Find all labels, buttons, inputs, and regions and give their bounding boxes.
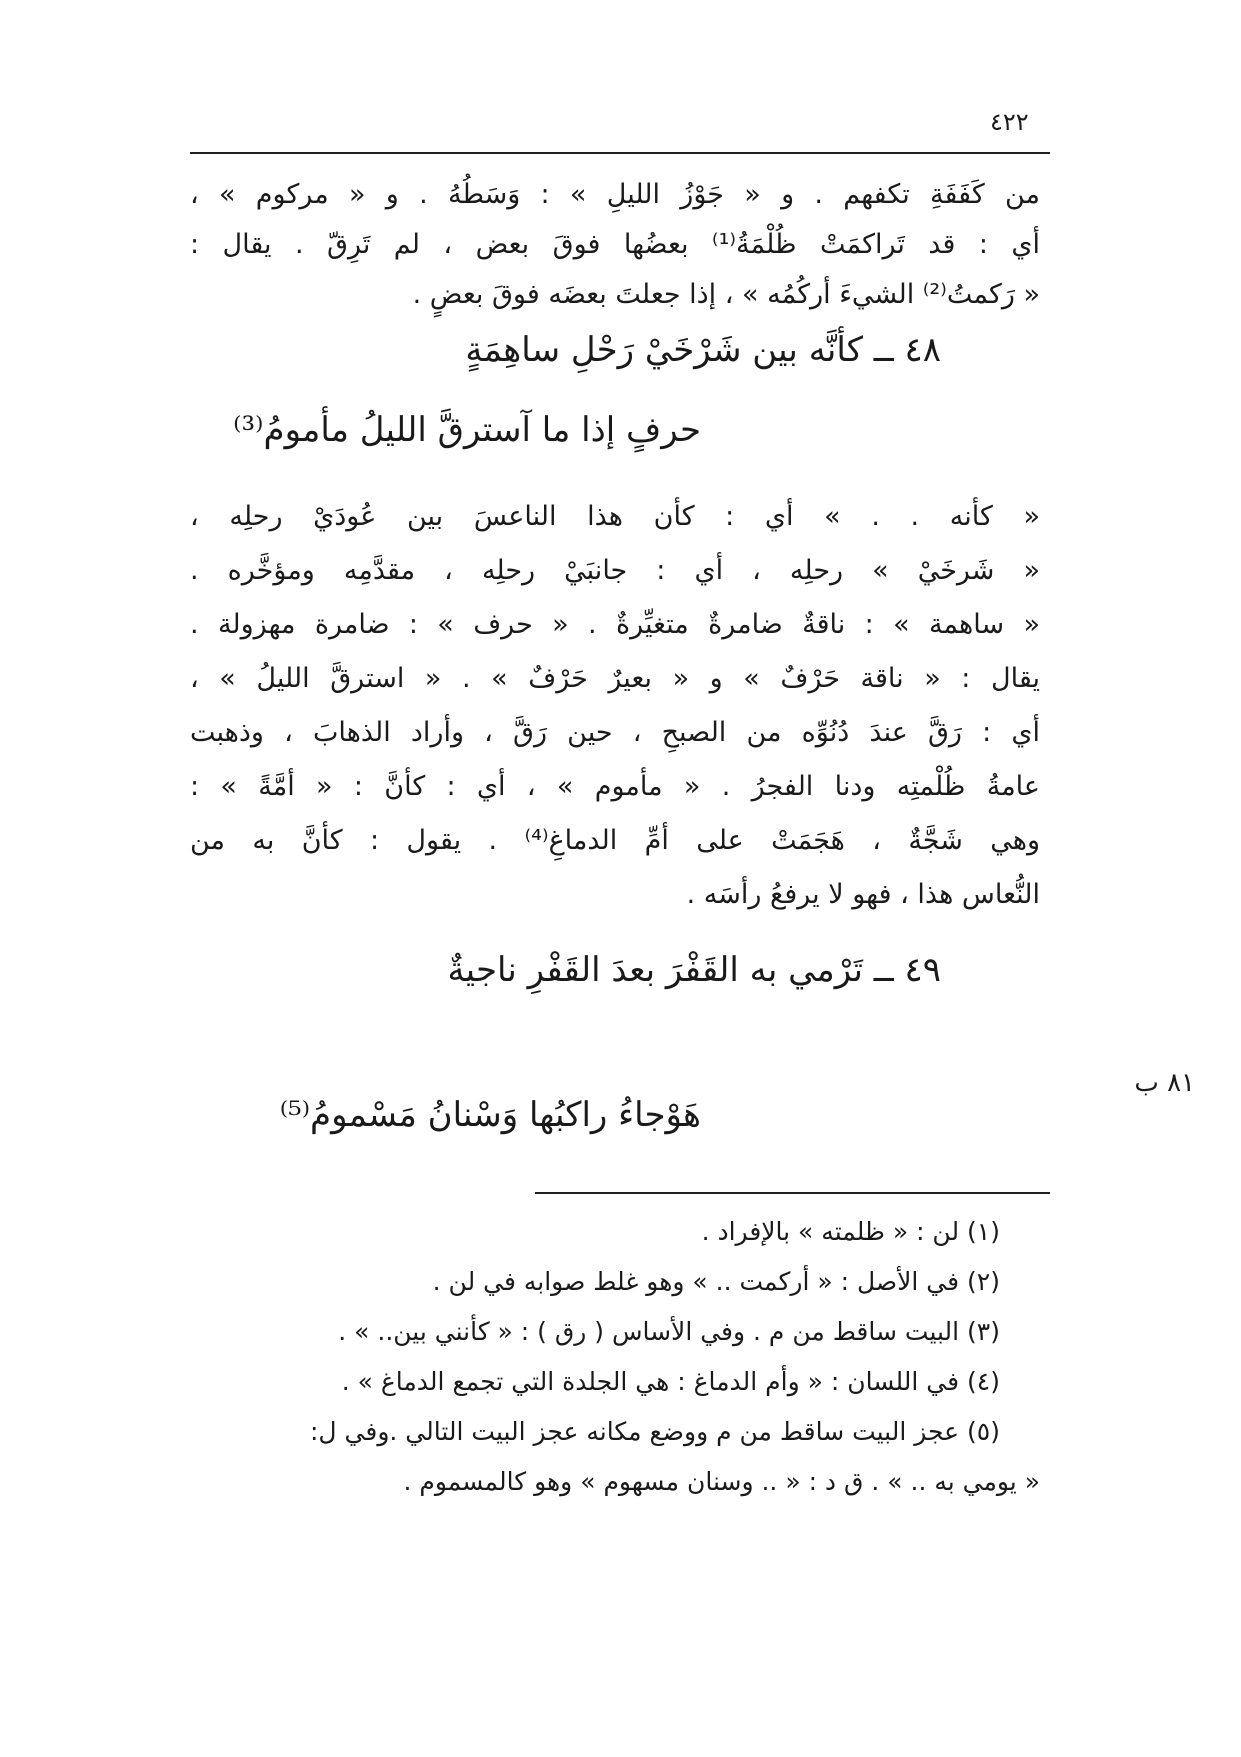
- page-number: ٤٢٢: [990, 108, 1029, 136]
- footnote-continuation: « يومي به .. » . ق د : « .. وسنان مسهوم » وهو كالمسموم .: [403, 1467, 1040, 1496]
- commentary-line: « شَرخَيْ » رحلِه ، أي : جانبَيْ رحلِه ، مقدَّمِه ومؤخَّره .: [190, 555, 1040, 586]
- commentary-line: أي : قد تَراكمَتْ ظُلْمَةُ⁽¹⁾ بعضُها فوقَ بعض ، لم تَرِقّ . يقال :: [190, 229, 1040, 260]
- commentary-line: عامةُ ظُلْمتِه ودنا الفجرُ . « مأموم » ، أي : كأنَّ : « أمَّةً » :: [190, 771, 1040, 802]
- commentary-line: « ساهمة » : ناقةٌ ضامرةٌ متغيِّرةٌ . « حرف » : ضامرة مهزولة .: [190, 609, 1040, 640]
- commentary-line: النُّعاس هذا ، فهو لا يرفعُ رأسَه .: [686, 879, 1040, 910]
- margin-folio-note: ٨١ ب: [1134, 1068, 1195, 1098]
- footnote: (١) لن : « ظلمته » بالإفراد .: [701, 1217, 1000, 1246]
- verse-49-second-hemistich: هَوْجاءُ راكبُها وَسْنانُ مَسْمومُ⁽⁵⁾: [279, 1095, 701, 1135]
- footnote-rule: [535, 1192, 1050, 1194]
- footnote: (٥) عجز البيت ساقط من م ووضع مكانه عجز البيت التالي .وفي ل:: [310, 1417, 1000, 1446]
- verse-49-first-hemistich: ٤٩ ــ تَرْمي به القَفْرَ بعدَ القَفْرِ ناجيةٌ: [447, 950, 941, 990]
- commentary-line: وهي شَجَّةٌ ، هَجَمَتْ على أمِّ الدماغِ⁽⁴⁾ . يقول : كأنَّ به من: [190, 825, 1040, 856]
- commentary-line: من كَفَفَةِ تكفهم . و « جَوْزُ الليلِ » : وَسَطُهُ . و « مركوم » ،: [190, 179, 1040, 210]
- commentary-line: « رَكمتُ⁽²⁾ الشيءَ أركُمُه » ، إذا جعلتَ بعضَه فوقَ بعضٍ .: [412, 279, 1040, 310]
- footnote: (٣) البيت ساقط من م . وفي الأساس ( رق ) : « كأنني بين.. » .: [338, 1317, 1000, 1346]
- commentary-line: يقال : « ناقة حَرْفٌ » و « بعيرٌ حَرْفٌ » . « استرقَّ الليلُ » ،: [190, 663, 1040, 694]
- footnote: (٢) في الأصل : « أركمت .. » وهو غلط صوابه في لن .: [432, 1267, 1000, 1296]
- verse-48-first-hemistich: ٤٨ ــ كأنَّه بين شَرْخَيْ رَحْلِ ساهِمَةٍ: [465, 330, 941, 370]
- commentary-line: « كأنه . . » أي : كأن هذا الناعسَ بين عُودَيْ رحلِه ،: [190, 501, 1040, 532]
- header-rule: [190, 152, 1050, 154]
- verse-48-second-hemistich: حرفٍ إذا ما آسترقَّ الليلُ مأمومُ⁽³⁾: [233, 410, 701, 450]
- footnote: (٤) في اللسان : « وأم الدماغ : هي الجلدة التي تجمع الدماغ » .: [341, 1367, 1000, 1396]
- commentary-line: أي : رَقَّ عندَ دُنُوِّه من الصبحِ ، حين رَقَّ ، وأراد الذهابَ ، وذهبت: [190, 717, 1040, 748]
